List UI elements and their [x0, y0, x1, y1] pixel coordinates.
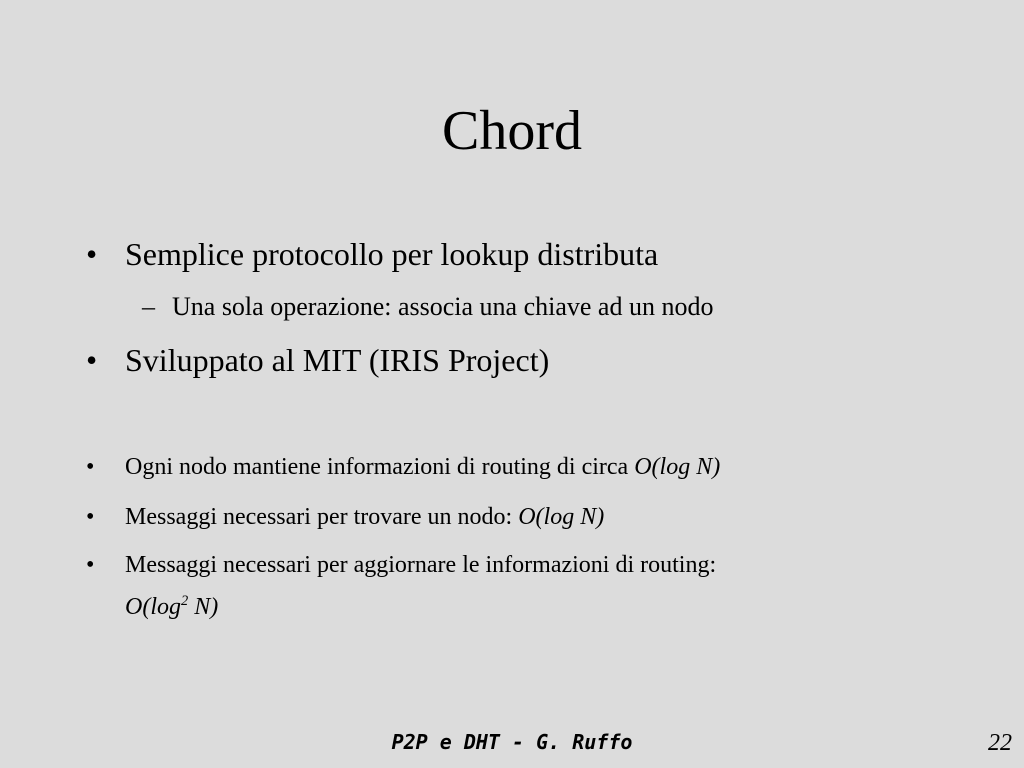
math-suffix: N)	[188, 594, 219, 620]
slide-title: Chord	[442, 100, 582, 162]
bullet-symbol: •	[86, 504, 95, 530]
bullet-symbol: •	[86, 552, 95, 578]
bullet-symbol: •	[86, 236, 98, 272]
bullet-text: Semplice protocollo per lookup distributa	[125, 236, 659, 272]
bullet-text: Messaggi necessari per trovare un nodo:	[125, 504, 519, 530]
complexity-expression	[125, 594, 218, 621]
math-prefix: O(log	[125, 594, 181, 620]
page-number: 22	[988, 730, 1012, 756]
complexity-expression: O(log N)	[634, 454, 721, 480]
bullet-text: Ogni nodo mantiene informazioni di routing di circa	[125, 454, 635, 480]
bullet-line	[125, 454, 720, 481]
sub-bullet-text: Una sola operazione: associa una chiave ad un nodo	[172, 292, 714, 321]
complexity-expression: O(log N)	[518, 504, 605, 530]
math-exponent: 2	[181, 593, 189, 609]
bullet-symbol: •	[86, 454, 95, 480]
bullet-text: Sviluppato al MIT (IRIS Project)	[125, 342, 550, 378]
bullet-line	[125, 504, 604, 531]
bullet-text: Messaggi necessari per aggiornare le informazioni di routing:	[125, 552, 717, 578]
bullet-symbol: •	[86, 342, 98, 378]
footer-title: P2P e DHT - G. Ruffo	[391, 730, 633, 754]
sub-bullet-symbol: –	[142, 292, 155, 321]
